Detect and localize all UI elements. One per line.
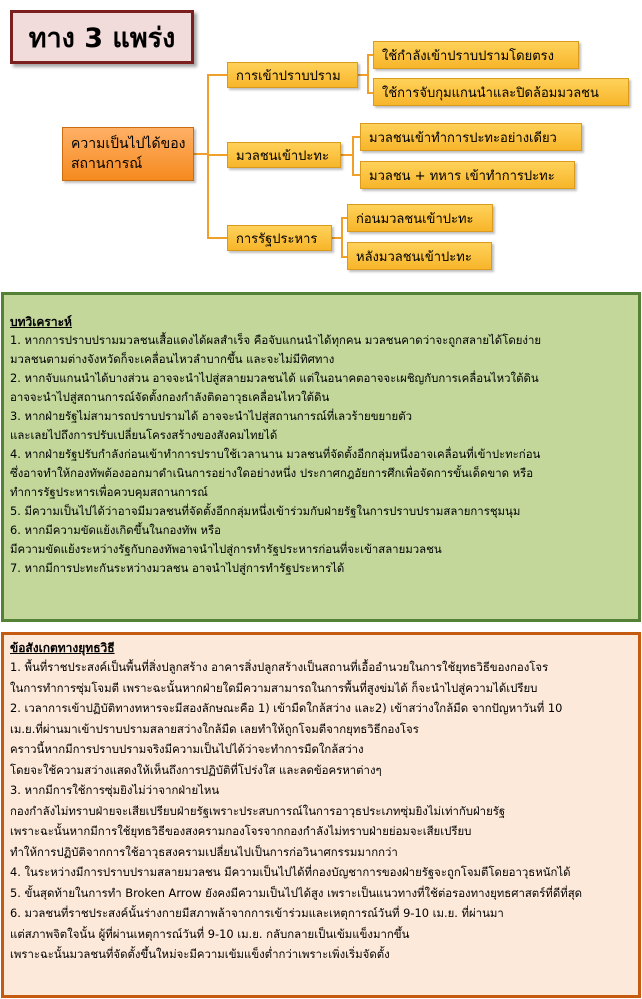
observation-line: เพราะฉะนั้นหากมีการใช้ยุทธวิธีของสงครามกองโจรจากกองกำลังไม่ทราบฝ่ายย่อมจะเสียเปรียบ	[10, 824, 472, 838]
analysis-line: มีความขัดแย้งระหว่างรัฐกับกองทัพอาจนำไปสู่การทำรัฐประหารก่อนที่จะเข้าสลายมวลชน	[10, 542, 442, 556]
analysis-heading: บทวิเคราะห์	[10, 315, 72, 329]
branch-crackdown: การเข้าปราบปราม	[227, 62, 358, 88]
connector	[207, 74, 227, 76]
observations-heading: ข้อสังเกตทางยุทธวิธี	[10, 641, 115, 655]
analysis-line: และเลยไปถึงการปรับเปลี่ยนโครงสร้างของสังคมไทยได้	[10, 428, 278, 442]
leaf-after-clash: หลังมวลชนเข้าปะทะ	[347, 242, 492, 270]
analysis-line: 3. หากฝ่ายรัฐไม่สามารถปราบปรามได้ อาจจะนำไปสู่สถานการณ์ที่เลวร้ายขยายตัว	[10, 409, 413, 423]
connector	[367, 54, 369, 94]
leaf-mass-only: มวลชนเข้าทำการปะทะอย่างเดียว	[360, 123, 582, 151]
connector	[207, 74, 209, 238]
analysis-line: 7. หากมีการปะทะกันระหว่างมวลชน อาจนำไปสู่การทำรัฐประหารได้	[10, 561, 345, 575]
observation-line: 3. หากมีการใช้การซุ่มยิงไม่ว่าจากฝ่ายไหน	[10, 783, 220, 797]
observation-line: คราวนี้หากมีการปราบปรามจริงมีความเป็นไปได้ว่าจะทำการมืดใกล้สว่าง	[10, 742, 364, 756]
analysis-panel	[1, 292, 641, 622]
analysis-line: 5. มีความเป็นไปได้ว่าอาจมีมวลชนที่จัดตั้งอีกกลุ่มหนึ่งเข้าร่วมกับฝ่ายรัฐในการปราบปรามสลายการชุมนุม	[10, 504, 521, 518]
analysis-line: 1. หากการปราบปรามมวลชนเสื้อแดงได้ผลสำเร็จ คือจับแกนนำได้ทุกคน มวลชนคาดว่าจะถูกสลายได้โดยง่าย	[10, 333, 542, 347]
connector	[352, 136, 360, 138]
branch-coup: การรัฐประหาร	[227, 225, 332, 251]
connector	[207, 154, 227, 156]
connector	[194, 153, 208, 155]
leaf-arrest-leaders: ใช้การจับกุมแกนนำและปิดล้อมมวลชน	[373, 78, 629, 106]
diagram-root-node	[62, 127, 194, 181]
analysis-line: 6. หากมีความขัดแย้งเกิดขึ้นในกองทัพ หรือ	[10, 523, 221, 537]
analysis-line: 2. หากจับแกนนำได้บางส่วน อาจจะนำไปสู่สลายมวลชนได้ แต่ในอนาคตอาจจะเผชิญกับการเคลื่อนไหวใต้ดิน	[10, 371, 539, 385]
connector	[352, 174, 360, 176]
analysis-line: 4. หากฝ่ายรัฐปรับกำลังก่อนเข้าทำการปราบใช้เวลานาน มวลชนที่จัดตั้งอีกกลุ่มหนึ่งอาจเคลื่อนที่เข้าปะทะก่อน	[10, 447, 541, 461]
connector	[341, 217, 343, 257]
observation-line: 5. ขั้นสุดท้ายในการทำ Broken Arrow ยังคงมีความเป็นไปได้สูง เพราะเป็นแนวทางที่ใช้ต่อรองทางยุทธศาสตร์ที่ดีที่สุด	[10, 885, 583, 900]
observation-line: กองกำลังไม่ทราบฝ่ายจะเสียเปรียบฝ่ายรัฐเพราะประสบการณ์ในการอาวุธประเภทซุ่มยิงไม่เท่ากับฝ่ายรัฐ	[10, 803, 506, 818]
leaf-direct-force: ใช้กำลังเข้าปราบปรามโดยตรง	[373, 41, 579, 69]
observation-line: 4. ในระหว่างมีการปราบปรามสลายมวลชน มีความเป็นไปได้ที่กองบัญชาการของฝ่ายรัฐจะถูกโจมตีโดยอาวุธหนักได้	[10, 865, 571, 879]
observation-line: เม.ย.ที่ผ่านมาเข้าปราบปรามสลายสว่างใกล้มืด เลยทำให้ถูกโจมตีจากยุทธวิธีกองโจร	[10, 721, 419, 736]
observation-line: เพราะฉะนั้นมวลชนที่จัดตั้งขึ้นใหม่จะมีความเข้มแข็งต่ำกว่าเพราะเพิ่งเริ่มจัดตั้ง	[10, 947, 390, 961]
connector	[207, 237, 227, 239]
leaf-mass-and-soldiers: มวลชน + ทหาร เข้าทำการปะทะ	[360, 161, 575, 189]
observation-line: ในการทำการซุ่มโจมตี เพราะฉะนั้นหากฝ่ายใดมีความสามารถในการพื้นที่สูงข่มได้ ก็จะนำไปสู่ความได้เปรียบ	[10, 680, 538, 695]
connector	[352, 136, 354, 176]
observation-line: 6. มวลชนที่ราชประสงค์นั้นร่างกายมีสภาพล้าจากการเข้าร่วมและเหตุการณ์วันที่ 9-10 เม.ย. ที่ผ่านมา	[10, 906, 504, 920]
root-line: สถานการณ์	[71, 156, 143, 172]
observation-line: 2. เวลาการเข้าปฏิบัติทางทหารจะมีสองลักษณะคือ 1) เข้ามืดใกล้สว่าง และ2) เข้าสว่างใกล้มืด จากปัญหาวันที่ 10	[10, 701, 563, 715]
observation-line: แต่สภาพจิตใจนั้น ผู้ที่ผ่านเหตุการณ์วันที่ 9-10 เม.ย. กลับกลายเป็นเข้มแข็งมากขึ้น	[10, 926, 410, 941]
page-title: ทาง 3 แพร่ง	[10, 10, 194, 64]
branch-mass-clash: มวลชนเข้าปะทะ	[227, 142, 341, 168]
analysis-line: ทำการรัฐประหารเพื่อควบคุมสถานการณ์	[10, 485, 208, 499]
analysis-line: มวลชนตามต่างจังหวัดก็จะเคลื่อนไหวลำบากขึ้น และจะไม่มีทิศทาง	[10, 352, 335, 366]
analysis-line: ซึ่งอาจทำให้กองทัพต้องออกมาดำเนินการอย่างใดอย่างหนึ่ง ประกาศกฎอัยการศึกเพื่อจัดการขั้นเด็ดขาด หรือ	[10, 466, 534, 480]
analysis-line: อาจจะนำไปสู่สถานการณ์จัดตั้งกองกำลังติดอาวุธเคลื่อนไหวใต้ดิน	[10, 390, 330, 404]
tactical-observations-panel	[1, 632, 641, 998]
leaf-before-clash: ก่อนมวลชนเข้าปะทะ	[347, 204, 493, 232]
observation-line: โดยจะใช้ความสว่างแสดงให้เห็นถึงการปฏิบัติที่โปร่งใส และลดข้อครหาต่างๆ	[10, 762, 382, 777]
root-line: ความเป็นไปได้ของ	[71, 136, 186, 152]
observation-line: 1. พื้นที่ราชประสงค์เป็นพื้นที่สิ่งปลูกสร้าง อาคารสิ่งปลูกสร้างเป็นสถานที่เอื้ออำนวยในการใช้ยุทธวิธีของกองโจร	[10, 660, 549, 674]
observation-line: ทำให้การปฏิบัติจากการใช้อาวุธสงครามเปลี่ยนไปเป็นการก่อวินาศกรรมมากกว่า	[10, 844, 398, 859]
